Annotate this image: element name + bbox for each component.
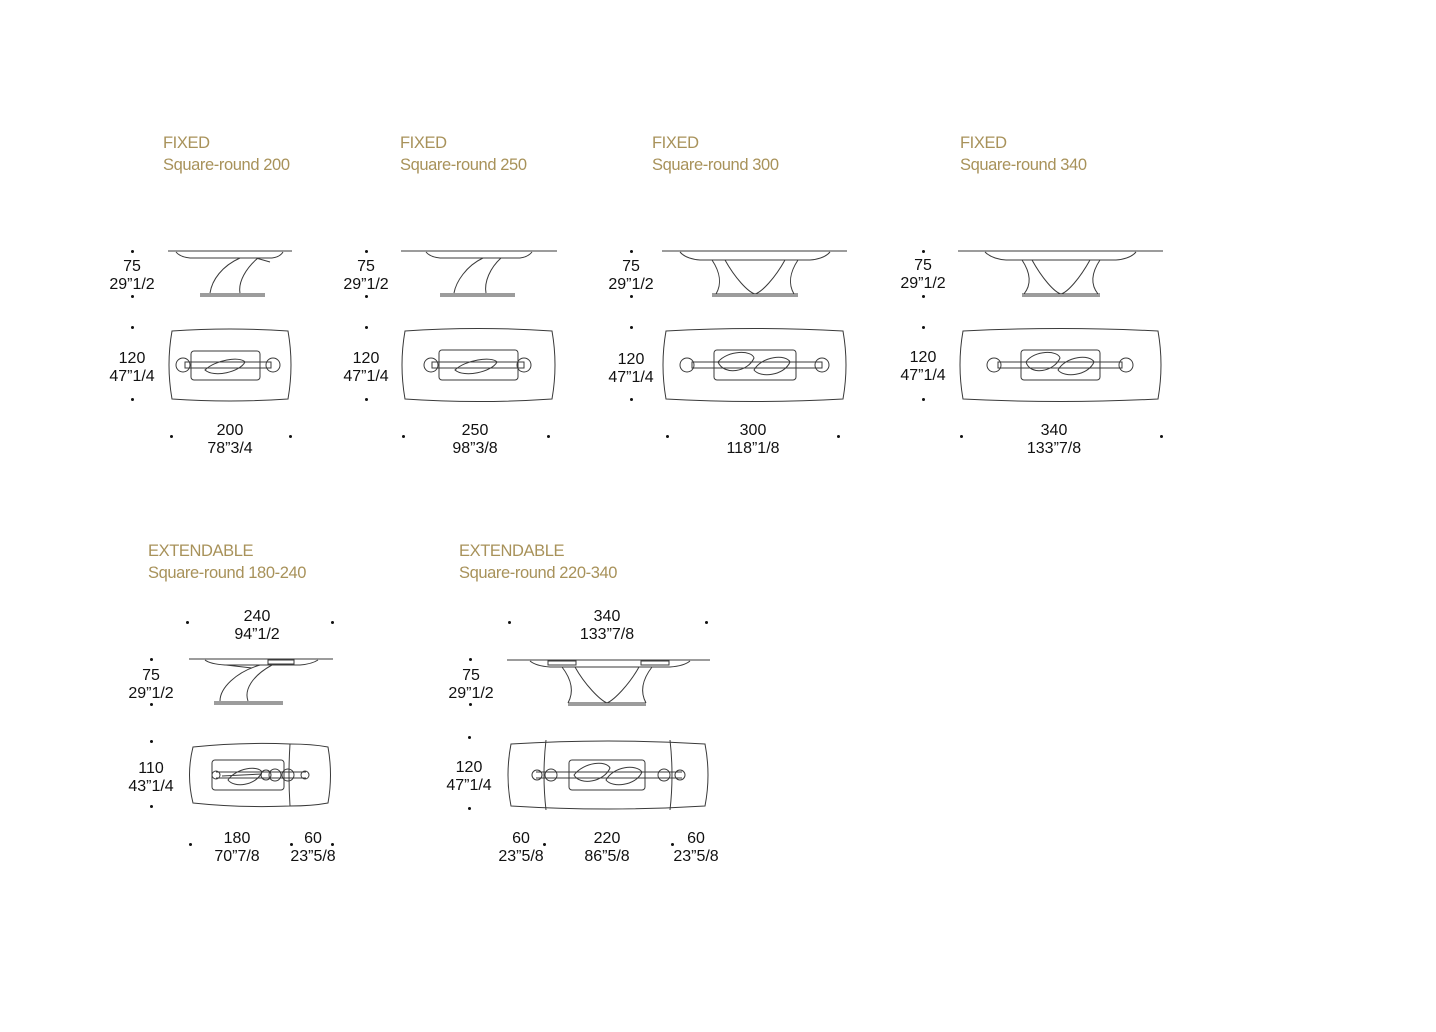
length-dim-fixed-300 bbox=[726, 422, 779, 458]
dim-cm: 60 bbox=[512, 830, 530, 847]
dim-in: 29”1/2 bbox=[900, 275, 946, 292]
side-view-ext-180-240 bbox=[189, 659, 333, 704]
length-dim-fixed-340 bbox=[1027, 422, 1081, 458]
height-dim-ext-180-240 bbox=[128, 667, 173, 703]
extended-length-dim-ext-180-240 bbox=[234, 608, 279, 644]
dim-cm: 250 bbox=[461, 422, 489, 439]
extension-right-dim-ext-220-340 bbox=[673, 830, 718, 866]
dim-cm: 120 bbox=[118, 350, 146, 367]
dim-cm: 340 bbox=[593, 608, 621, 625]
dim-in: 23”5/8 bbox=[673, 848, 719, 865]
dim-in: 47”1/4 bbox=[343, 368, 389, 385]
dim-cm: 75 bbox=[142, 667, 160, 684]
dim-cm: 75 bbox=[123, 258, 141, 275]
table-type-label: FIXED bbox=[163, 134, 210, 152]
dim-cm: 120 bbox=[617, 351, 645, 368]
dim-in: 29”1/2 bbox=[448, 685, 494, 702]
top-view-ext-180-240 bbox=[190, 743, 331, 806]
dim-cm: 75 bbox=[622, 258, 640, 275]
dim-in: 29”1/2 bbox=[608, 276, 654, 293]
table-type-label: FIXED bbox=[652, 134, 699, 152]
dim-cm: 200 bbox=[216, 422, 244, 439]
dim-in: 47”1/4 bbox=[608, 369, 654, 386]
depth-dim-ext-220-340 bbox=[446, 759, 491, 795]
dim-cm: 120 bbox=[909, 349, 937, 366]
length-dim-ext-180-240 bbox=[214, 830, 259, 866]
dim-cm: 60 bbox=[687, 830, 705, 847]
dim-cm: 300 bbox=[739, 422, 767, 439]
dim-in: 23”5/8 bbox=[498, 848, 544, 865]
dim-cm: 240 bbox=[243, 608, 271, 625]
extension-left-dim-ext-220-340 bbox=[498, 830, 543, 866]
table-model-label: Square-round 220-340 bbox=[459, 564, 618, 582]
dim-cm: 75 bbox=[914, 257, 932, 274]
depth-dim-fixed-200 bbox=[109, 350, 154, 386]
depth-dim-fixed-250 bbox=[343, 350, 388, 386]
dim-in: 47”1/4 bbox=[900, 367, 946, 384]
extension-dim-ext-180-240 bbox=[290, 830, 335, 866]
dim-in: 133”7/8 bbox=[1026, 440, 1082, 457]
height-dim-fixed-340 bbox=[900, 257, 945, 293]
top-view-fixed-300 bbox=[663, 329, 846, 402]
height-dim-fixed-200 bbox=[109, 258, 154, 294]
table-model-label: Square-round 250 bbox=[400, 156, 527, 174]
extended-length-dim-ext-220-340 bbox=[580, 608, 634, 644]
side-view-fixed-200 bbox=[168, 251, 292, 296]
top-view-fixed-250 bbox=[402, 329, 555, 402]
table-type-label: FIXED bbox=[400, 134, 447, 152]
side-view-fixed-250 bbox=[401, 251, 557, 296]
side-view-fixed-340 bbox=[958, 251, 1163, 296]
dim-in: 86”5/8 bbox=[584, 848, 630, 865]
dim-cm: 120 bbox=[455, 759, 483, 776]
dim-in: 47”1/4 bbox=[446, 777, 492, 794]
depth-dim-fixed-340 bbox=[900, 349, 945, 385]
top-view-ext-220-340 bbox=[508, 740, 708, 810]
dim-cm: 60 bbox=[304, 830, 322, 847]
dim-in: 47”1/4 bbox=[109, 368, 155, 385]
table-type-label: EXTENDABLE bbox=[459, 542, 565, 560]
dim-cm: 110 bbox=[138, 760, 164, 777]
table-type-label: FIXED bbox=[960, 134, 1007, 152]
height-dim-fixed-300 bbox=[608, 258, 653, 294]
table-model-label: Square-round 200 bbox=[163, 156, 290, 174]
height-dim-ext-220-340 bbox=[448, 667, 493, 703]
dim-cm: 340 bbox=[1040, 422, 1068, 439]
dim-cm: 180 bbox=[223, 830, 251, 847]
dim-cm: 75 bbox=[462, 667, 480, 684]
height-dim-fixed-250 bbox=[343, 258, 388, 294]
dim-in: 70”7/8 bbox=[214, 848, 260, 865]
dim-in: 23”5/8 bbox=[290, 848, 336, 865]
depth-dim-ext-180-240 bbox=[128, 760, 173, 796]
table-model-label: Square-round 340 bbox=[960, 156, 1087, 174]
length-dim-fixed-250 bbox=[452, 422, 497, 458]
side-view-fixed-300 bbox=[662, 251, 847, 296]
dim-in: 29”1/2 bbox=[128, 685, 174, 702]
top-view-fixed-200 bbox=[169, 329, 291, 401]
dim-in: 94”1/2 bbox=[234, 626, 280, 643]
dim-in: 133”7/8 bbox=[579, 626, 635, 643]
depth-dim-fixed-300 bbox=[608, 351, 653, 387]
table-model-label: Square-round 180-240 bbox=[148, 564, 307, 582]
table-model-label: Square-round 300 bbox=[652, 156, 779, 174]
dim-in: 29”1/2 bbox=[343, 276, 389, 293]
dim-cm: 75 bbox=[357, 258, 375, 275]
dim-in: 29”1/2 bbox=[109, 276, 155, 293]
top-view-fixed-340 bbox=[960, 329, 1161, 402]
length-dim-fixed-200 bbox=[207, 422, 252, 458]
dim-in: 118”1/8 bbox=[726, 440, 780, 457]
dim-cm: 120 bbox=[352, 350, 380, 367]
dim-in: 43”1/4 bbox=[128, 778, 174, 795]
dim-in: 98”3/8 bbox=[452, 440, 498, 457]
side-view-ext-220-340 bbox=[507, 660, 710, 705]
dim-cm: 220 bbox=[593, 830, 621, 847]
table-type-label: EXTENDABLE bbox=[148, 542, 254, 560]
dim-in: 78”3/4 bbox=[207, 440, 253, 457]
length-dim-ext-220-340 bbox=[584, 830, 629, 866]
